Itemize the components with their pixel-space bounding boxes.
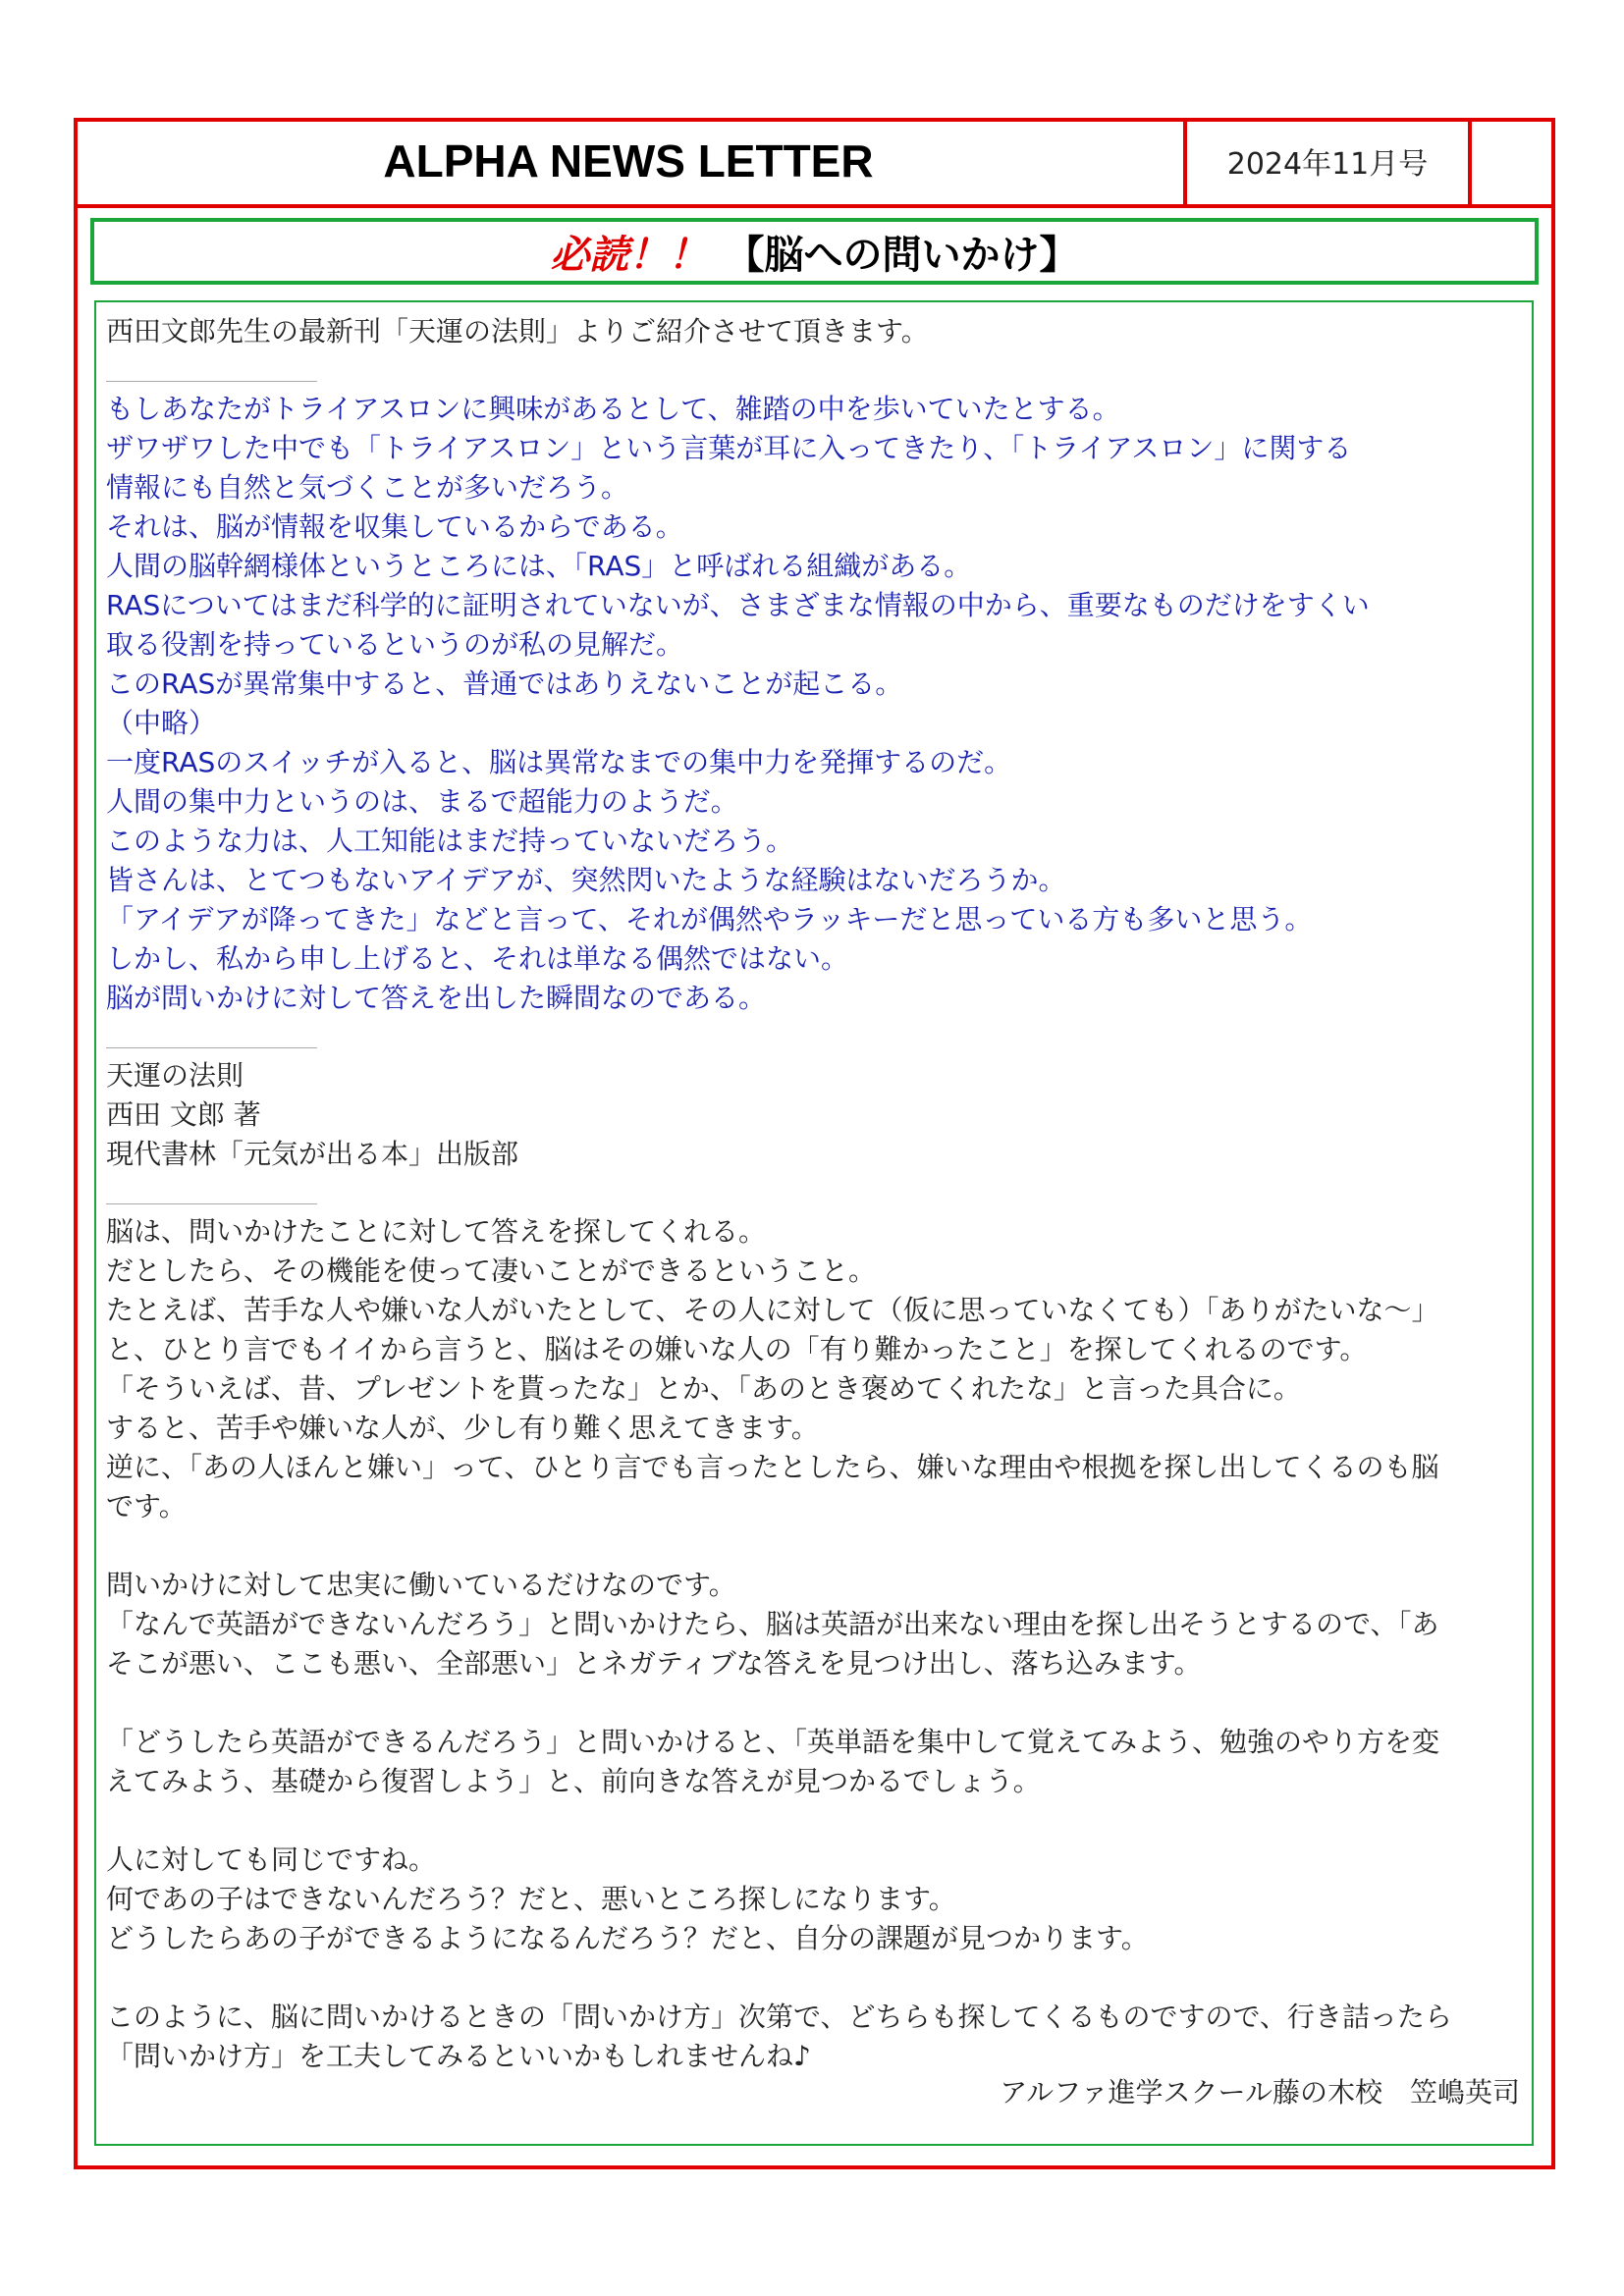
body-line: と、ひとり言でもイイから言うと、脳はその嫌いな人の「有り難かったこと」を探してくれるのです。 xyxy=(106,1333,1368,1365)
divider xyxy=(106,1047,317,1048)
body-line: 脳は、問いかけたことに対して答えを探してくれる。 xyxy=(106,1215,767,1248)
issue-date: 2024年11月号 xyxy=(1187,118,1472,204)
header xyxy=(74,118,1555,208)
body-line: 何であの子はできないんだろう？だと、悪いところ探しになります。 xyxy=(106,1883,956,1915)
paragraph-5 xyxy=(106,1998,1525,2076)
quote-line: しかし、私から申し上げると、それは単なる偶然ではない。 xyxy=(106,942,849,975)
body-line: だとしたら、その機能を使って凄いことができるということ。 xyxy=(106,1255,877,1287)
quote-line: （中略） xyxy=(106,707,217,739)
body-line: です。 xyxy=(106,1490,187,1522)
quote-line: もしあなたがトライアスロンに興味があるとして、雑踏の中を歩いていたとする。 xyxy=(106,393,1120,425)
headline-topic: 【脳への問いかけ】 xyxy=(725,232,1079,278)
body-line: 「問いかけ方」を工夫してみるといいかもしれませんね♪ xyxy=(106,2040,811,2072)
article-body xyxy=(106,312,1525,2076)
body-line: そこが悪い、ここも悪い、全部悪い」とネガティブな答えを見つけ出し、落ち込みます。 xyxy=(106,1647,1202,1680)
body-line: どうしたらあの子ができるようになるんだろう？だと、自分の課題が見つかります。 xyxy=(106,1922,1149,1954)
quote-line: 「アイデアが降ってきた」などと言って、それが偶然やラッキーだと思っている方も多いと思う。 xyxy=(106,903,1313,935)
body-line: 「なんで英語ができないんだろう」と問いかけたら、脳は英語が出来ない理由を探し出そうとするので、「あ xyxy=(106,1608,1439,1640)
quote-line: 人間の脳幹網様体というところには、「RAS」と呼ばれる組織がある。 xyxy=(106,550,972,582)
source-book-title: 天運の法則 xyxy=(106,1059,244,1092)
must-read-label: 必読！！ xyxy=(550,232,708,278)
paragraph-1 xyxy=(106,1212,1525,1526)
body-line: 人に対しても同じですね。 xyxy=(106,1843,437,1876)
quote-line: RASについてはまだ科学的に証明されていないが、さまざまな情報の中から、重要なものだけをすくい xyxy=(106,589,1370,621)
divider xyxy=(106,1203,317,1204)
quote-line: それは、脳が情報を収集しているからである。 xyxy=(106,510,683,543)
body-line: このように、脳に問いかけるときの「問いかけ方」次第で、どちらも探してくるものですので、行き詰ったら xyxy=(106,2001,1452,2033)
newsletter-title: ALPHA NEWS LETTER xyxy=(74,118,1187,204)
quote-line: 人間の集中力というのは、まるで超能力のようだ。 xyxy=(106,785,738,818)
author-signature: アルファ進学スクール藤の木校 笠嶋英司 xyxy=(1000,2076,1520,2109)
headline-banner xyxy=(90,218,1539,285)
divider xyxy=(106,381,317,382)
quote-line: 脳が問いかけに対して答えを出した瞬間なのである。 xyxy=(106,982,767,1014)
quote-line: このRASが異常集中すると、普通ではありえないことが起こる。 xyxy=(106,667,903,700)
quote-line: ザワザワした中でも「トライアスロン」という言葉が耳に入ってきたり、「トライアスロン」に関する xyxy=(106,432,1352,464)
body-line: 問いかけに対して忠実に働いているだけなのです。 xyxy=(106,1569,736,1601)
source-publisher: 現代書林「元気が出る本」出版部 xyxy=(106,1138,519,1170)
body-line: すると、苦手や嫌いな人が、少し有り難く思えてきます。 xyxy=(106,1412,819,1444)
body-line: 「そういえば、昔、プレゼントを貰ったな」とか、「あのとき褒めてくれたな」と言った具合に。 xyxy=(106,1372,1301,1405)
intro-text: 西田文郎先生の最新刊「天運の法則」よりご紹介させて頂きます。 xyxy=(106,315,929,347)
quote-line: 皆さんは、とてつもないアイデアが、突然閃いたような経験はないだろうか。 xyxy=(106,864,1066,896)
paragraph-2 xyxy=(106,1566,1525,1683)
source-author: 西田 文郎 著 xyxy=(106,1098,261,1131)
body-line: たとえば、苦手な人や嫌いな人がいたとして、その人に対して（仮に思っていなくても）「ありがたいな～」 xyxy=(106,1294,1439,1326)
quote-line: 情報にも自然と気づくことが多いだろう。 xyxy=(106,471,629,504)
book-quote xyxy=(106,390,1525,1018)
quote-line: 一度RASのスイッチが入ると、脳は異常なまでの集中力を発揮するのだ。 xyxy=(106,746,1012,778)
body-line: えてみよう、基礎から復習しよう」と、前向きな答えが見つかるでしょう。 xyxy=(106,1765,1041,1797)
paragraph-4 xyxy=(106,1841,1525,1958)
quote-line: このような力は、人工知能はまだ持っていないだろう。 xyxy=(106,825,794,857)
paragraph-3 xyxy=(106,1723,1525,1801)
body-line: 逆に、「あの人ほんと嫌い」って、ひとり言でも言ったとしたら、嫌いな理由や根拠を探し出してくるのも脳 xyxy=(106,1451,1439,1483)
quote-line: 取る役割を持っているというのが私の見解だ。 xyxy=(106,628,684,661)
body-line: 「どうしたら英語ができるんだろう」と問いかけると、「英単語を集中して覚えてみよう、勉強のやり方を変 xyxy=(106,1726,1440,1758)
